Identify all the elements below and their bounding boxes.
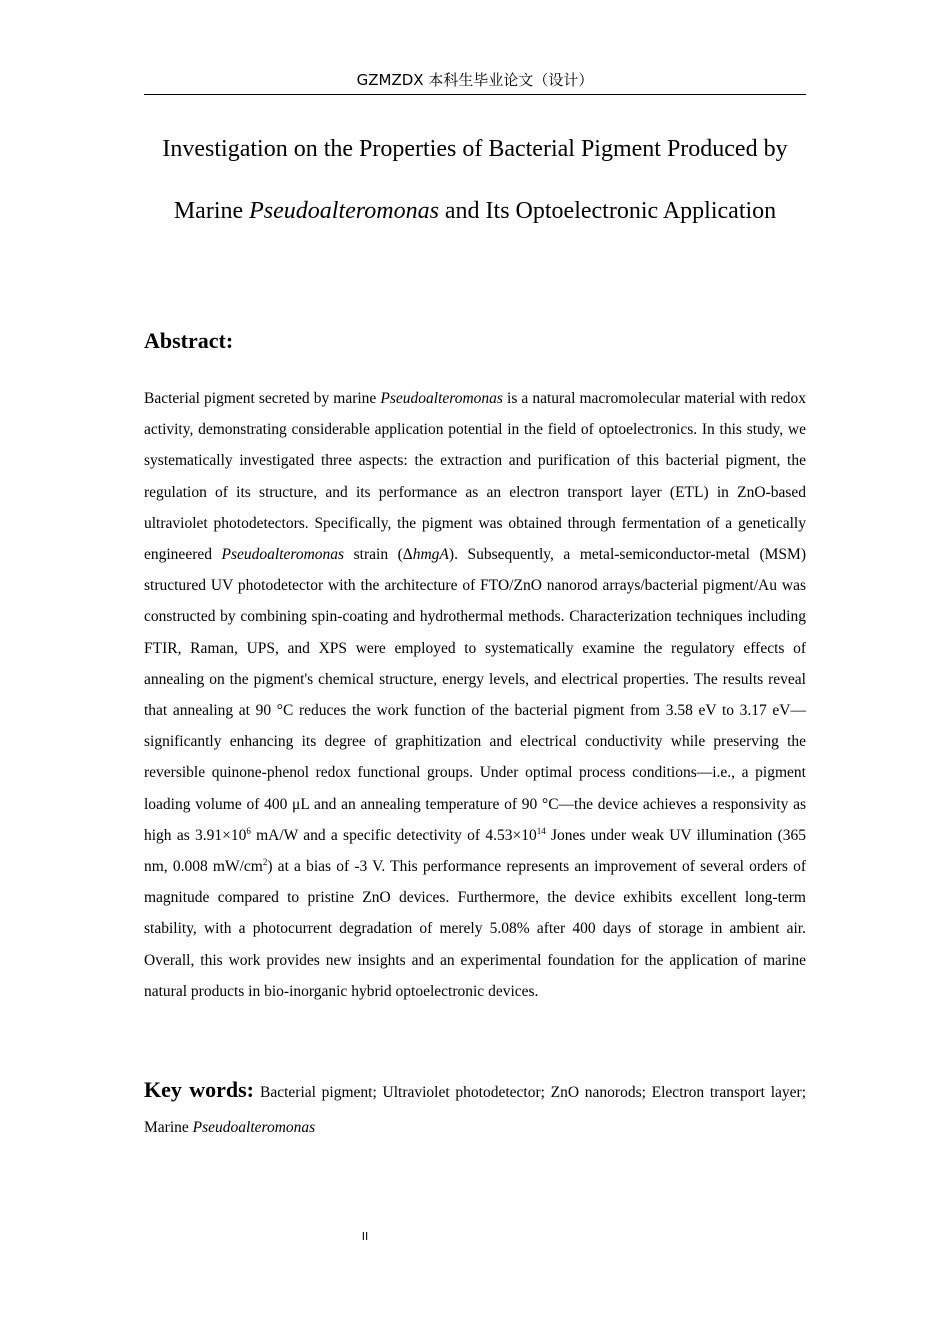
keywords-italic: Pseudoalteromonas	[192, 1119, 316, 1136]
title-italic-genus: Pseudoalteromonas	[249, 198, 439, 224]
abstract-superscript: 2	[262, 856, 268, 867]
keywords-label: Key words:	[144, 1077, 255, 1102]
abstract-text: ) at a bias of -3 V. This performance represents an improvement of several orders of magnitude compared to pristine ZnO devices. Furthermore, the device exhibits excellent long-term stability, with a photocurrent degradation of merely 5.08% after 400 days of storage in ambient air. Overall, this work provides new insights and an experimental foundation for the application of marine natural products in bio-inorganic hybrid optoelectronic devices.	[144, 858, 806, 1000]
abstract-italic: hmgA	[412, 546, 449, 564]
abstract-text: ). Subsequently, a metal-semiconductor-metal (MSM) structured UV photodetector with the architecture of FTO/ZnO nanorod arrays/bacterial pigment/Au was constructed by combining spin-coating and hydrothermal methods. Characterization techniques including FTIR, Raman, UPS, and XPS were employed to systematically examine the regulatory effects of annealing on the pigment's chemical structure, energy levels, and electrical properties. The results reveal that annealing at 90 °C reduces the work function of the bacterial pigment from 3.58 eV to 3.17 eV—significantly enhancing its degree of graphitization and electrical conductivity while preserving the reversible quinone-phenol redox functional groups. Under optimal process conditions—i.e., a pigment loading volume of 400 μL and an annealing temperature of 90 °C—the device achieves a responsivity as high as 3.91×10	[144, 546, 806, 844]
abstract-italic: Pseudoalteromonas	[221, 546, 345, 564]
abstract-superscript: 6	[246, 825, 251, 836]
title-text-2: and Its Optoelectronic Application	[438, 198, 777, 224]
abstract-text: strain (Δ	[344, 546, 413, 564]
abstract-body	[144, 383, 806, 1007]
thesis-title	[144, 118, 806, 242]
keywords-text: Bacterial pigment; Ultraviolet photodetector; ZnO nanorods; Electron transport layer; Marine	[144, 1084, 807, 1136]
title-text-1: Investigation on the Properties of Bacterial Pigment Produced by Marine	[162, 136, 788, 224]
abstract-superscript: 14	[536, 825, 546, 836]
abstract-heading: Abstract:	[144, 328, 234, 353]
abstract-italic: Pseudoalteromonas	[380, 390, 503, 407]
abstract-text: is a natural macromolecular material with redox activity, demonstrating considerable application potential in the field of optoelectronics. In this study, we systematically investigated three aspects: the extraction and purification of this bacterial pigment, the regulation of its structure, and its performance as an electron transport layer (ETL) in ZnO-based ultraviolet photodetectors. Specifically, the pigment was obtained through fermentation of a genetically engineered	[144, 390, 806, 564]
keywords-paragraph	[144, 1072, 806, 1145]
abstract-text: Jones under weak UV illumination (365 nm, 0.008 mW/cm	[144, 826, 807, 876]
abstract-text: Bacterial pigment secreted by marine	[144, 390, 381, 407]
page-number: II	[361, 1230, 369, 1243]
running-header: GZMZDX 本科生毕业论文（设计）	[144, 68, 806, 95]
abstract-text: mA/W and a specific detectivity of 4.53×10	[250, 826, 537, 844]
